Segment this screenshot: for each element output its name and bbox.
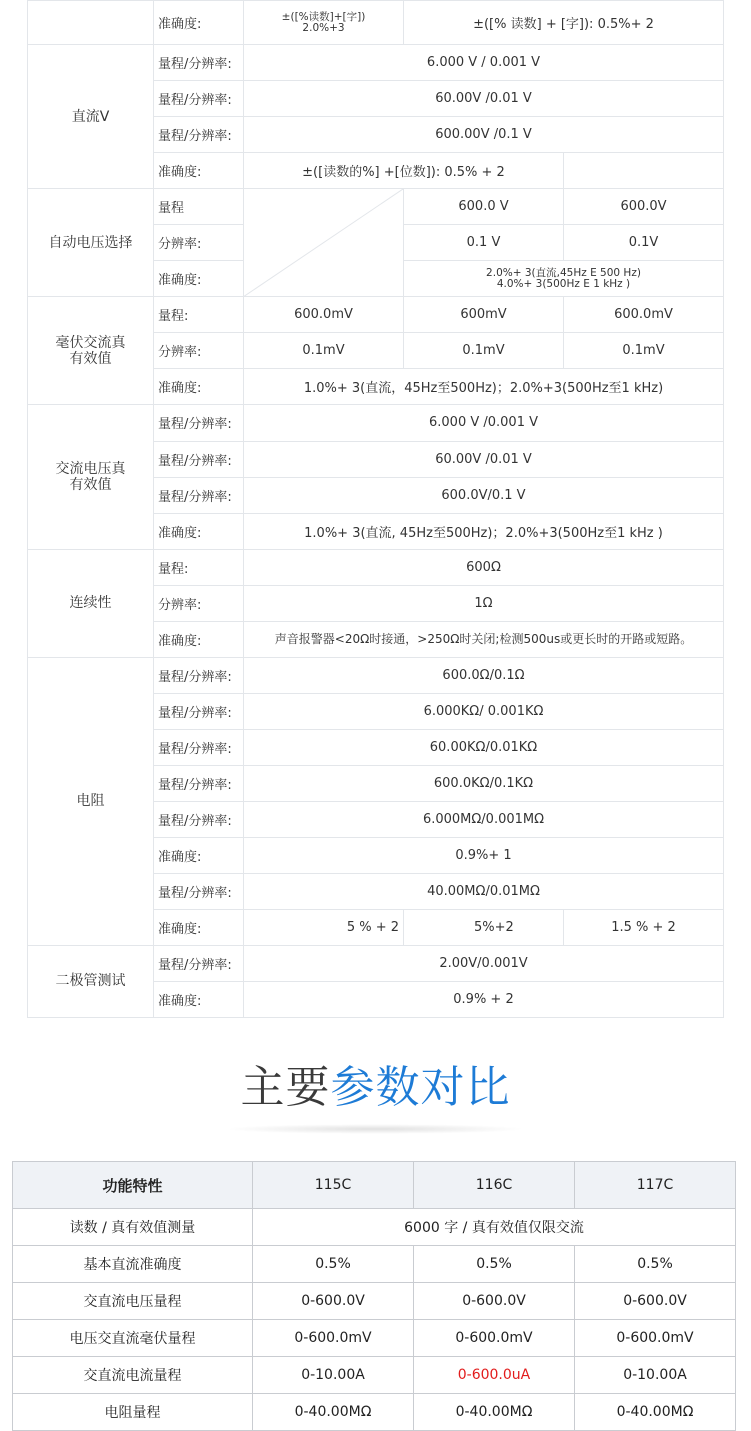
spec-label: 量程/分辨率:: [154, 873, 244, 909]
spec-label: 准确度:: [154, 261, 244, 297]
comparison-feature: 电压交直流毫伏量程: [13, 1320, 253, 1357]
spec-category: 二极管测试: [28, 945, 154, 1017]
spec-label: 量程/分辨率:: [154, 441, 244, 477]
spec-label: 量程/分辨率:: [154, 801, 244, 837]
spec-value: 2.0%+ 3(直流,45Hz E 500 Hz) 4.0%+ 3(500Hz E 1 kHz ): [404, 261, 724, 297]
spec-value: 0.9% + 2: [244, 981, 724, 1017]
spec-label: 准确度:: [154, 153, 244, 189]
spec-value: 600.00V /0.1 V: [244, 117, 724, 153]
spec-value: ±([读数的%] +[位数]): 0.5% + 2: [244, 153, 564, 189]
spec-value: 5 % + 2: [244, 909, 404, 945]
spec-category: 交流电压真有效值: [28, 405, 154, 549]
spec-row: [28, 945, 724, 981]
section-title-part1: 主要: [240, 1062, 331, 1113]
spec-label: 量程/分辨率:: [154, 657, 244, 693]
spec-label: 量程:: [154, 297, 244, 333]
spec-label: 量程/分辨率:: [154, 117, 244, 153]
spec-row: [28, 1, 724, 45]
spec-value: 1.0%+ 3(直流，45Hz至500Hz)；2.0%+3(500Hz至1 kHz): [244, 369, 724, 405]
spec-label: 准确度:: [154, 513, 244, 549]
spec-table: [27, 0, 724, 1018]
spec-row: [28, 189, 724, 225]
spec-label: 准确度:: [154, 369, 244, 405]
comparison-value: 0-600.0V: [575, 1283, 736, 1320]
spec-value: 0.1mV: [244, 333, 404, 369]
comparison-value: 0-600.0V: [253, 1283, 414, 1320]
comparison-value: 0-40.00MΩ: [575, 1394, 736, 1431]
spec-row: [28, 45, 724, 81]
spec-value: 600.0V: [564, 189, 724, 225]
comparison-row: [13, 1246, 736, 1283]
spec-label: 量程/分辨率:: [154, 765, 244, 801]
spec-value: 60.00V /0.01 V: [244, 441, 724, 477]
comparison-value: 0.5%: [253, 1246, 414, 1283]
title-shadow: [225, 1124, 525, 1134]
comparison-value: 0.5%: [575, 1246, 736, 1283]
comparison-value: 0-600.0V: [414, 1283, 575, 1320]
comparison-feature: 交直流电压量程: [13, 1283, 253, 1320]
spec-row: [28, 657, 724, 693]
spec-value-empty: [564, 153, 724, 189]
spec-value: 600.0 V: [404, 189, 564, 225]
spec-value: 0.1mV: [404, 333, 564, 369]
diagonal-line: [244, 189, 403, 296]
spec-value: 40.00MΩ/0.01MΩ: [244, 873, 724, 909]
comparison-header: 116C: [414, 1162, 575, 1209]
comparison-value: 0-40.00MΩ: [253, 1394, 414, 1431]
section-title: [0, 1058, 751, 1118]
spec-value: 60.00KΩ/0.01KΩ: [244, 729, 724, 765]
spec-row: [28, 549, 724, 585]
spec-value: 0.1V: [564, 225, 724, 261]
spec-label: 准确度:: [154, 621, 244, 657]
spec-label: 量程/分辨率:: [154, 945, 244, 981]
spec-value: 1Ω: [244, 585, 724, 621]
spec-value: 600Ω: [244, 549, 724, 585]
comparison-feature: 交直流电流量程: [13, 1357, 253, 1394]
spec-value: 6.000KΩ/ 0.001KΩ: [244, 693, 724, 729]
comparison-row: [13, 1357, 736, 1394]
spec-value: 600.0KΩ/0.1KΩ: [244, 765, 724, 801]
comparison-row: [13, 1283, 736, 1320]
spec-value: 6.000 V /0.001 V: [244, 405, 724, 441]
comparison-value: 0-600.0mV: [414, 1320, 575, 1357]
section-title-part2: 参数对比: [330, 1062, 511, 1113]
comparison-header-row: [13, 1162, 736, 1209]
spec-value: 2.00V/0.001V: [244, 945, 724, 981]
comparison-header: 功能特性: [13, 1162, 253, 1209]
spec-value: 600.0mV: [564, 297, 724, 333]
spec-value: 6.000 V / 0.001 V: [244, 45, 724, 81]
comparison-value: 0-40.00MΩ: [414, 1394, 575, 1431]
spec-value: 1.5 % + 2: [564, 909, 724, 945]
spec-label: 分辨率:: [154, 585, 244, 621]
spec-value: 1.0%+ 3(直流, 45Hz至500Hz)；2.0%+3(500Hz至1 kHz ): [244, 513, 724, 549]
comparison-feature: 基本直流准确度: [13, 1246, 253, 1283]
spec-value: ±([% 读数] + [字]): 0.5%+ 2: [404, 1, 724, 45]
comparison-header: 115C: [253, 1162, 414, 1209]
spec-label: 分辨率:: [154, 333, 244, 369]
comparison-value: 0.5%: [414, 1246, 575, 1283]
comparison-value-highlight: 0-600.0uA: [414, 1357, 575, 1394]
spec-category: 毫伏交流真有效值: [28, 297, 154, 405]
spec-value: 60.00V /0.01 V: [244, 81, 724, 117]
spec-category: 直流V: [28, 45, 154, 189]
comparison-value: 6000 字 / 真有效值仅限交流: [253, 1209, 736, 1246]
comparison-row: [13, 1209, 736, 1246]
spec-value: 0.1mV: [564, 333, 724, 369]
spec-label: 量程/分辨率:: [154, 729, 244, 765]
spec-category: 连续性: [28, 549, 154, 657]
diagonal-cell: [244, 189, 404, 297]
spec-label: 量程:: [154, 549, 244, 585]
spec-value: 600.0V/0.1 V: [244, 477, 724, 513]
spec-value: 声音报警器<20Ω时接通，>250Ω时关闭;检测500us或更长时的开路或短路。: [244, 621, 724, 657]
spec-label: 准确度:: [154, 1, 244, 45]
comparison-feature: 电阻量程: [13, 1394, 253, 1431]
spec-label: 准确度:: [154, 909, 244, 945]
spec-value: 6.000MΩ/0.001MΩ: [244, 801, 724, 837]
spec-value: ±([%读数]+[字]) 2.0%+3: [244, 1, 404, 45]
comparison-table: [12, 1161, 736, 1431]
spec-category-empty: [28, 1, 154, 45]
spec-category: 自动电压选择: [28, 189, 154, 297]
spec-label: 量程/分辨率:: [154, 693, 244, 729]
spec-label: 量程/分辨率:: [154, 81, 244, 117]
spec-label: 分辨率:: [154, 225, 244, 261]
spec-value: 600.0mV: [244, 297, 404, 333]
spec-label: 准确度:: [154, 981, 244, 1017]
comparison-value: 0-600.0mV: [575, 1320, 736, 1357]
spec-value: 0.9%+ 1: [244, 837, 724, 873]
spec-value: 600.0Ω/0.1Ω: [244, 657, 724, 693]
spec-label: 量程/分辨率:: [154, 45, 244, 81]
spec-label: 量程/分辨率:: [154, 405, 244, 441]
spec-category: 电阻: [28, 657, 154, 945]
comparison-value: 0-10.00A: [575, 1357, 736, 1394]
spec-value: 0.1 V: [404, 225, 564, 261]
comparison-feature: 读数 / 真有效值测量: [13, 1209, 253, 1246]
comparison-row: [13, 1394, 736, 1431]
spec-label: 准确度:: [154, 837, 244, 873]
spec-label: 量程/分辨率:: [154, 477, 244, 513]
spec-row: [28, 297, 724, 333]
spec-value: 600mV: [404, 297, 564, 333]
comparison-value: 0-600.0mV: [253, 1320, 414, 1357]
spec-value: 5%+2: [404, 909, 564, 945]
spec-row: [28, 405, 724, 441]
comparison-row: [13, 1320, 736, 1357]
comparison-value: 0-10.00A: [253, 1357, 414, 1394]
spec-label: 量程: [154, 189, 244, 225]
comparison-header: 117C: [575, 1162, 736, 1209]
